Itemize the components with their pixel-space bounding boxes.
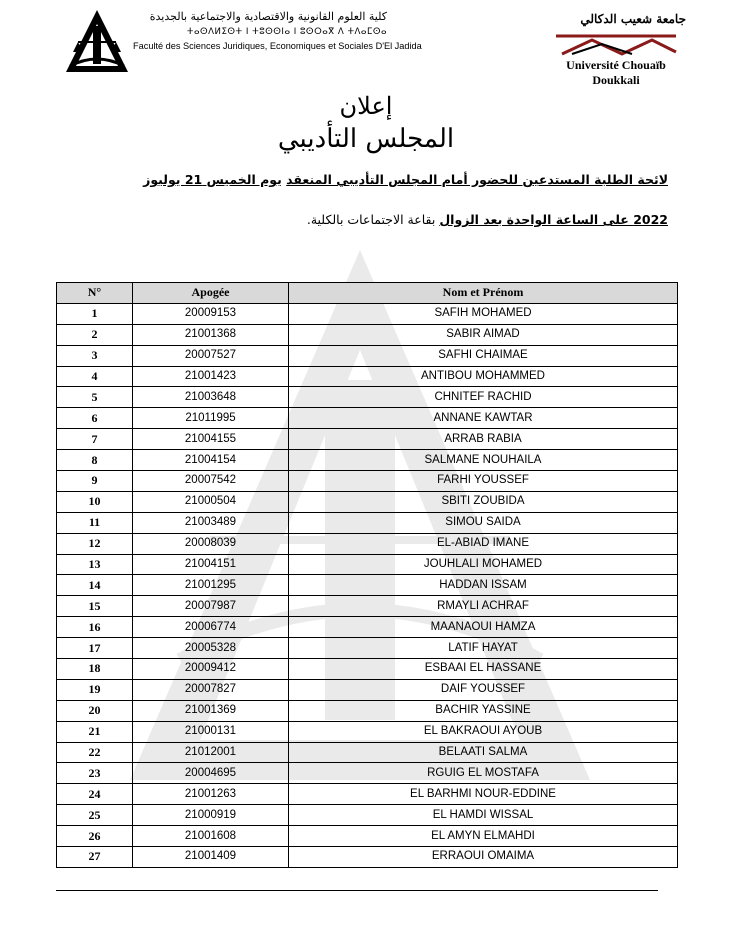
row-number: 22	[57, 742, 133, 763]
row-number: 7	[57, 429, 133, 450]
name-cell: ESBAAI EL HASSANE	[289, 659, 678, 680]
table-row	[57, 575, 678, 596]
faculty-name-ar: كلية العلوم القانونية والاقتصادية والاجتماعية بالجديدة	[149, 10, 387, 23]
table-row	[57, 471, 678, 492]
table-row	[57, 533, 678, 554]
notice-date: يوم الخميس 21 يوليوز	[143, 172, 282, 187]
apogee-cell: 20007827	[133, 679, 289, 700]
name-cell: EL-ABIAD IMANE	[289, 533, 678, 554]
apogee-cell: 21001423	[133, 366, 289, 387]
footer-divider	[56, 890, 658, 891]
table-row	[57, 721, 678, 742]
row-number: 18	[57, 659, 133, 680]
apogee-cell: 20008039	[133, 533, 289, 554]
name-cell: BELAATI SALMA	[289, 742, 678, 763]
name-cell: ERRAOUI OMAIMA	[289, 847, 678, 868]
table-row	[57, 491, 678, 512]
apogee-cell: 21004151	[133, 554, 289, 575]
name-cell: EL BAKRAOUI AYOUB	[289, 721, 678, 742]
row-number: 6	[57, 408, 133, 429]
row-number: 5	[57, 387, 133, 408]
apogee-cell: 21001368	[133, 324, 289, 345]
university-name-ar: جامعة شعيب الدكالي	[580, 12, 686, 26]
name-cell: MAANAOUI HAMZA	[289, 617, 678, 638]
table-row	[57, 450, 678, 471]
name-cell: EL HAMDI WISSAL	[289, 805, 678, 826]
apogee-cell: 21001263	[133, 784, 289, 805]
name-cell: CHNITEF RACHID	[289, 387, 678, 408]
row-number: 13	[57, 554, 133, 575]
apogee-cell: 21001369	[133, 700, 289, 721]
apogee-cell: 21003648	[133, 387, 289, 408]
faculty-logo-icon	[64, 8, 130, 74]
apogee-cell: 20009412	[133, 659, 289, 680]
name-cell: EL BARHMI NOUR-EDDINE	[289, 784, 678, 805]
name-cell: SAFHI CHAIMAE	[289, 345, 678, 366]
table-row	[57, 847, 678, 868]
table-row	[57, 366, 678, 387]
table-row	[57, 638, 678, 659]
document-header	[0, 0, 732, 92]
row-number: 3	[57, 345, 133, 366]
apogee-cell: 21000504	[133, 491, 289, 512]
name-cell: DAIF YOUSSEF	[289, 679, 678, 700]
apogee-cell: 20005328	[133, 638, 289, 659]
name-cell: ARRAB RABIA	[289, 429, 678, 450]
apogee-cell: 21001295	[133, 575, 289, 596]
table-row	[57, 596, 678, 617]
table-row	[57, 784, 678, 805]
notice-time: 2022 على الساعة الواحدة بعد الزوال	[439, 212, 668, 227]
students-table	[56, 282, 678, 868]
row-number: 19	[57, 679, 133, 700]
table-row	[57, 387, 678, 408]
apogee-cell: 21001409	[133, 847, 289, 868]
table-row	[57, 554, 678, 575]
row-number: 15	[57, 596, 133, 617]
row-number: 9	[57, 471, 133, 492]
table-row	[57, 826, 678, 847]
table-row	[57, 659, 678, 680]
table-row	[57, 700, 678, 721]
header-apogee: Apogée	[133, 283, 289, 304]
row-number: 24	[57, 784, 133, 805]
university-block	[546, 12, 686, 88]
name-cell: SBITI ZOUBIDA	[289, 491, 678, 512]
council-title: المجلس التأديبي	[277, 124, 455, 154]
name-cell: BACHIR YASSINE	[289, 700, 678, 721]
apogee-cell: 21012001	[133, 742, 289, 763]
row-number: 14	[57, 575, 133, 596]
notice-line-2	[68, 212, 668, 227]
university-name-fr: Université Chouaïb Doukkali	[566, 58, 666, 87]
name-cell: RGUIG EL MOSTAFA	[289, 763, 678, 784]
header-name: Nom et Prénom	[289, 283, 678, 304]
notice-line-1	[68, 172, 668, 187]
name-cell: SAFIH MOHAMED	[289, 303, 678, 324]
table-row	[57, 742, 678, 763]
name-cell: SALMANE NOUHAILA	[289, 450, 678, 471]
name-cell: EL AMYN ELMAHDI	[289, 826, 678, 847]
notice-place: بقاعة الاجتماعات بالكلية.	[306, 212, 440, 227]
table-row	[57, 303, 678, 324]
apogee-cell: 20007987	[133, 596, 289, 617]
name-cell: JOUHLALI MOHAMED	[289, 554, 678, 575]
row-number: 26	[57, 826, 133, 847]
apogee-cell: 21000919	[133, 805, 289, 826]
name-cell: FARHI YOUSSEF	[289, 471, 678, 492]
name-cell: RMAYLI ACHRAF	[289, 596, 678, 617]
apogee-cell: 21000131	[133, 721, 289, 742]
table-row	[57, 679, 678, 700]
name-cell: SIMOU SAIDA	[289, 512, 678, 533]
apogee-cell: 20009153	[133, 303, 289, 324]
name-cell: HADDAN ISSAM	[289, 575, 678, 596]
table-header-row	[57, 283, 678, 304]
apogee-cell: 20007527	[133, 345, 289, 366]
university-logo-icon	[552, 30, 680, 58]
table-row	[57, 512, 678, 533]
faculty-name-block	[133, 10, 422, 51]
table-row	[57, 429, 678, 450]
row-number: 4	[57, 366, 133, 387]
row-number: 10	[57, 491, 133, 512]
apogee-cell: 21003489	[133, 512, 289, 533]
name-cell: LATIF HAYAT	[289, 638, 678, 659]
row-number: 16	[57, 617, 133, 638]
apogee-cell: 21004154	[133, 450, 289, 471]
table-row	[57, 345, 678, 366]
table-row	[57, 408, 678, 429]
row-number: 27	[57, 847, 133, 868]
name-cell: ANNANE KAWTAR	[289, 408, 678, 429]
header-no: N°	[57, 283, 133, 304]
apogee-cell: 20004695	[133, 763, 289, 784]
apogee-cell: 20006774	[133, 617, 289, 638]
faculty-name-fr: Faculté des Sciences Juridiques, Economiques et Sociales D'El Jadida	[133, 41, 422, 51]
row-number: 2	[57, 324, 133, 345]
table-row	[57, 617, 678, 638]
row-number: 21	[57, 721, 133, 742]
name-cell: ANTIBOU MOHAMMED	[289, 366, 678, 387]
table-row	[57, 763, 678, 784]
apogee-cell: 21001608	[133, 826, 289, 847]
table-row	[57, 805, 678, 826]
row-number: 23	[57, 763, 133, 784]
row-number: 12	[57, 533, 133, 554]
announcement-title: إعلان	[339, 92, 393, 120]
row-number: 1	[57, 303, 133, 324]
faculty-name-tifinagh: ⵜⴰⵙⴷⵍⵉⵙⵜ ⵏ ⵜⵓⵙⵙⵏⴰ ⵏ ⵓⵙⵔⴰⴳ ⴷ ⵜⴷⴰⵎⵙⴰ	[186, 27, 387, 37]
apogee-cell: 21011995	[133, 408, 289, 429]
row-number: 25	[57, 805, 133, 826]
name-cell: SABIR AIMAD	[289, 324, 678, 345]
apogee-cell: 20007542	[133, 471, 289, 492]
row-number: 8	[57, 450, 133, 471]
apogee-cell: 21004155	[133, 429, 289, 450]
table-row	[57, 324, 678, 345]
row-number: 11	[57, 512, 133, 533]
row-number: 17	[57, 638, 133, 659]
row-number: 20	[57, 700, 133, 721]
notice-subject: لائحة الطلبة المستدعين للحضور أمام المجلس التأديبي المنعقد	[286, 172, 668, 187]
